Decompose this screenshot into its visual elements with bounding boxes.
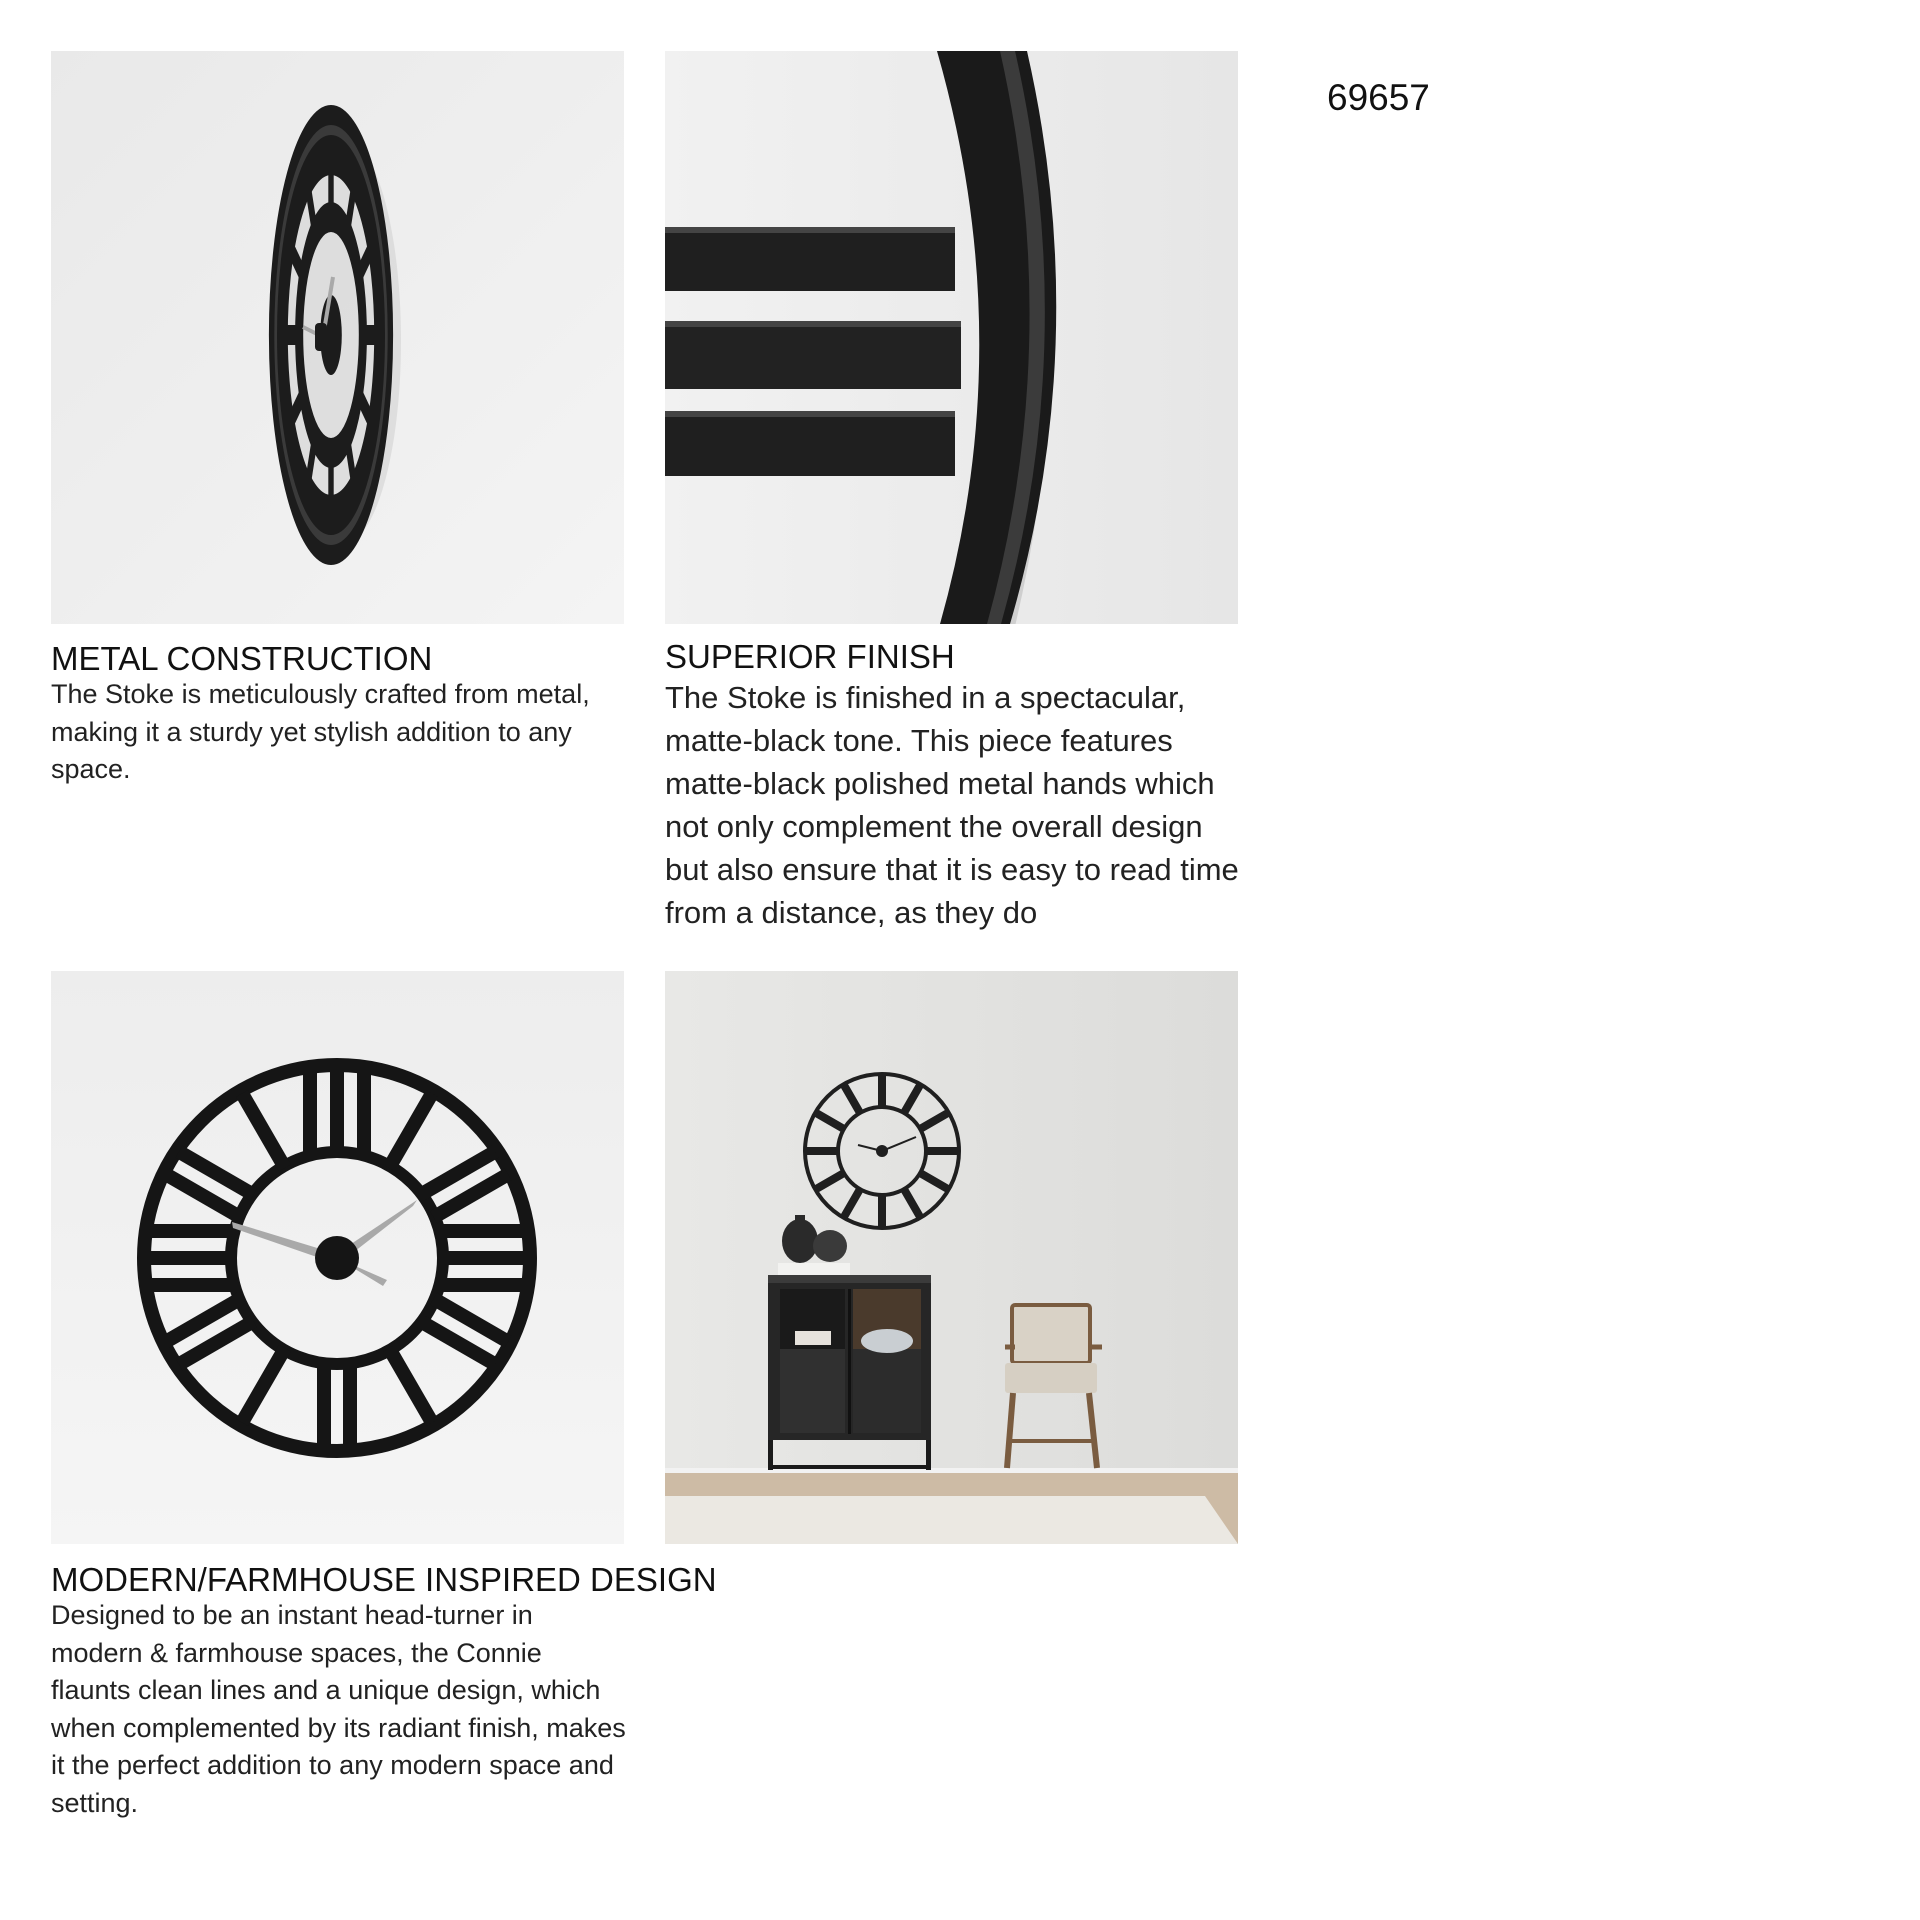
product-code: 69657 [1327,77,1430,118]
clock-side-view-photo [51,51,624,624]
feature-title-metal-construction: METAL CONSTRUCTION [51,640,433,677]
clock-room-scene-photo [665,971,1238,1544]
clock-frame-closeup-photo [665,51,1238,624]
feature-title-superior-finish: SUPERIOR FINISH [665,638,955,675]
feature-title-modern-farmhouse-design: MODERN/FARMHOUSE INSPIRED DESIGN [51,1561,717,1598]
clock-front-view-photo [51,971,624,1544]
feature-text-superior-finish: The Stoke is finished in a spectacular, matte-black tone. This piece features matte-black polished metal hands which not only complement the overall design but also ensure that it is easy to read time from a distance, as they do [665,680,1239,930]
feature-text-metal-construction: The Stoke is meticulously crafted from metal, making it a sturdy yet stylish addition to any space. [51,679,590,784]
feature-text-modern-farmhouse-design: Designed to be an instant head-turner in modern & farmhouse spaces, the Connie flaunts clean lines and a unique design, which when complemented by its radiant finish, makes it the perfect addition to any modern space and setting. [51,1600,626,1818]
